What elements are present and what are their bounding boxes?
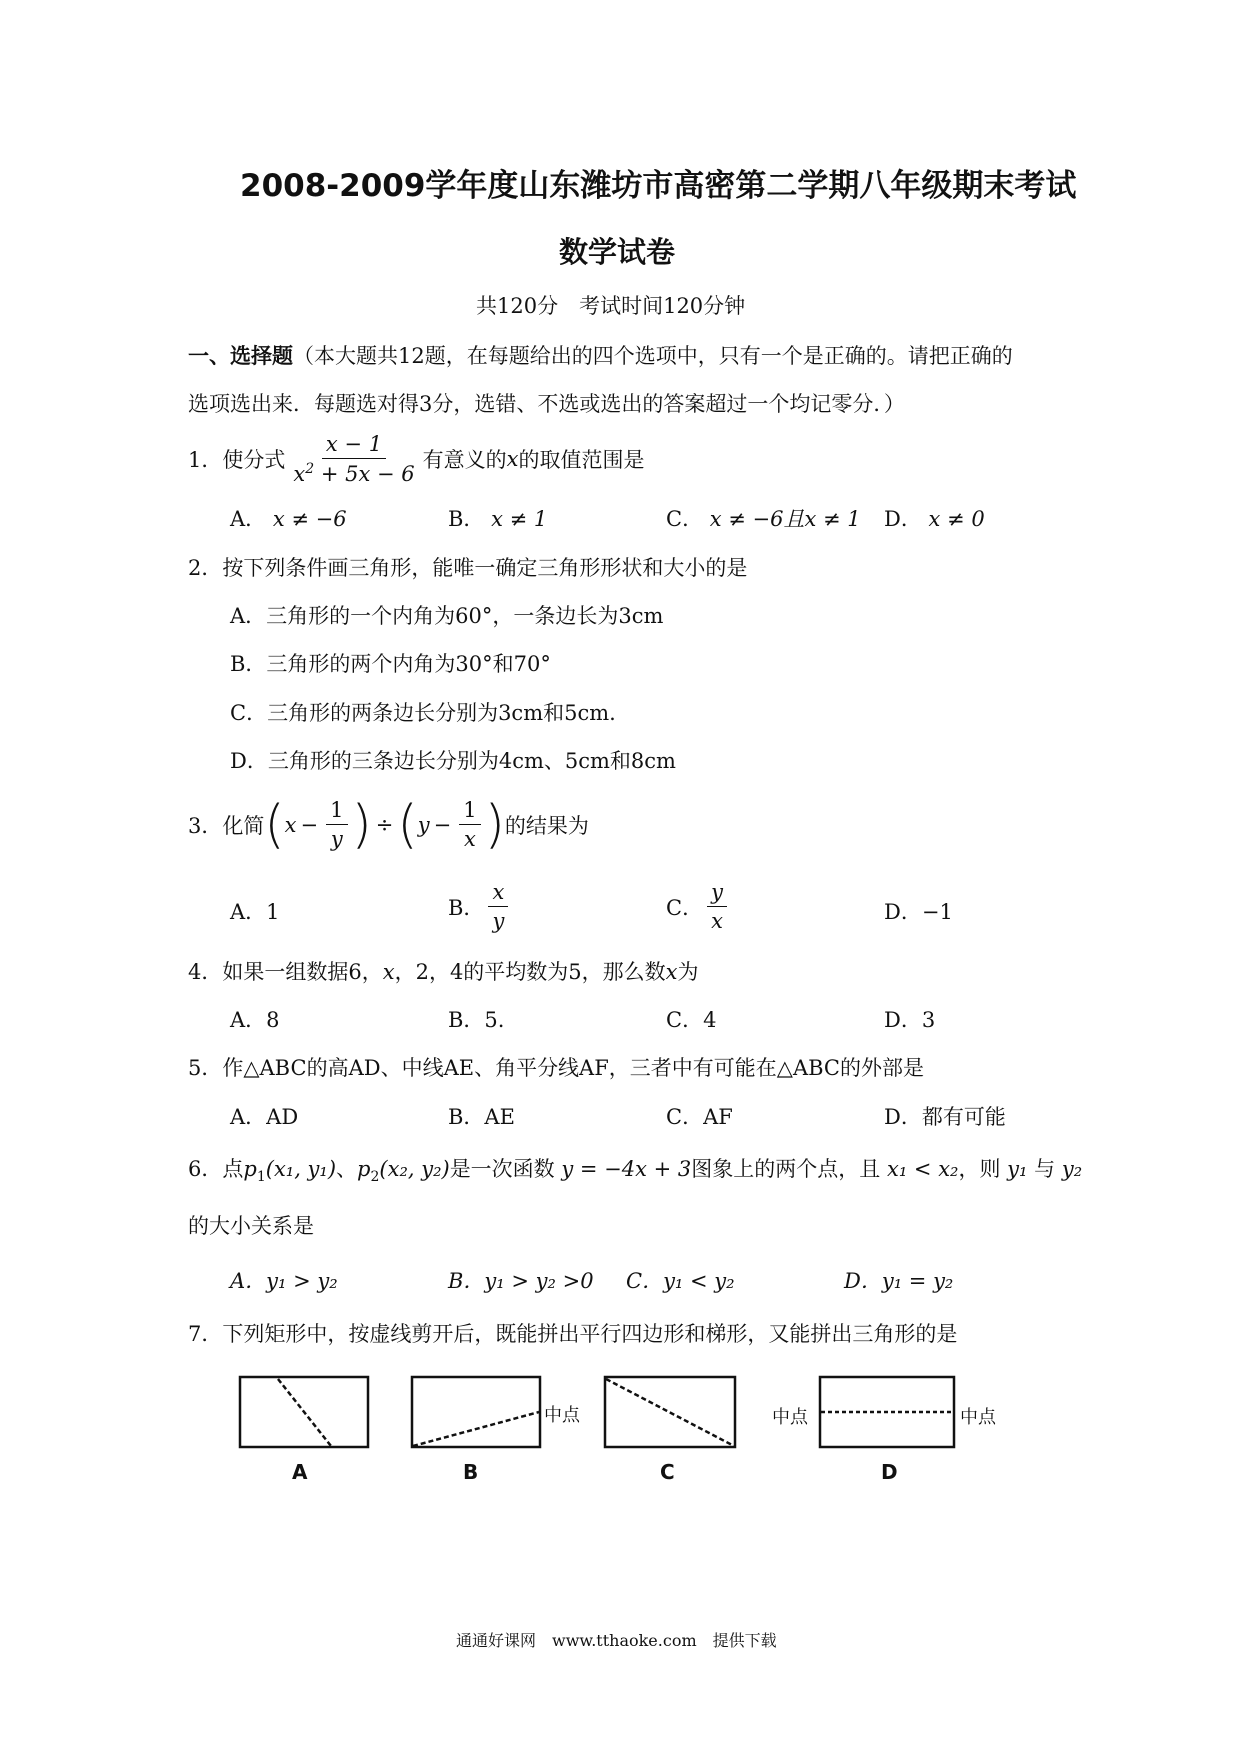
q6-stem-c: 图象上的两个点，且 (691, 1157, 881, 1181)
q7-fig-a-label: A (292, 1460, 308, 1484)
q7-d-midpoint-label-left: 中点 (772, 1407, 808, 1428)
exam-info: 共120分 考试时间120分钟 (476, 294, 746, 318)
section-intro-text: （本大题共12题，在每题给出的四个选项中，只有一个是正确的。请把正确的 (293, 344, 1013, 368)
q7-b-midpoint-label: 中点 (544, 1405, 580, 1426)
q5-choice-c[interactable]: C．AF (666, 1105, 733, 1129)
q1-numerator: x − 1 (322, 432, 386, 459)
q4-choice-d[interactable]: D．3 (884, 1008, 936, 1032)
q1-choice-a-text: x ≠ −6 (272, 507, 347, 531)
q1-prefix: 1．使分式 (188, 448, 286, 473)
q3-suffix: 的结果为 (504, 813, 589, 838)
q1-den-x: x (293, 462, 306, 487)
q1-den-exp: 2 (305, 461, 315, 478)
q3-frac1-num: 1 (326, 798, 347, 825)
q6-stem-e: 与 (1034, 1157, 1056, 1181)
q2-option-c[interactable]: C．三角形的两条边长分别为3cm和5cm. (230, 701, 616, 725)
q6-sep: 、 (336, 1157, 358, 1181)
q3-left-paren-1: ( (264, 794, 285, 855)
q3-b-num: x (488, 880, 508, 907)
exam-title: 2008-2009学年度山东潍坊市高密第二学期八年级期末考试 (240, 168, 1077, 204)
q6-p2-expr: (x₂, y₂) (379, 1157, 450, 1181)
q4-stem-b: ，2，4的平均数为5，那么数 (394, 960, 666, 984)
q5-choice-a[interactable]: A．AD (230, 1105, 299, 1129)
q7-fig-c-cut (606, 1379, 734, 1446)
q3-var-y: y (417, 812, 430, 837)
q3-right-paren-2: ) (484, 794, 505, 855)
q7-fig-a-cut (278, 1379, 331, 1446)
q1-var: x (506, 447, 519, 472)
q3-c-num: y (707, 880, 727, 907)
q3-var-x: x (284, 812, 297, 837)
q6-stem-d: ，则 (958, 1157, 1001, 1181)
q4-var-2: x (665, 960, 678, 984)
q1-choice-d-label: D． (884, 507, 922, 531)
section-intro-line2: 选项选出来．每题选对得3分，选错、不选或选出的答案超过一个均记零分．） (188, 392, 905, 416)
q4-choice-c[interactable]: C．4 (666, 1008, 717, 1032)
q6-stem-a: 6．点 (188, 1157, 244, 1181)
q1-den-rest: + 5x − 6 (314, 462, 415, 487)
q6-p2: p (357, 1157, 371, 1181)
q3-choice-d-label: D． (884, 900, 922, 924)
q3-prefix: 3．化简 (188, 813, 265, 838)
q2-option-a[interactable]: A．三角形的一个内角为60°，一条边长为3cm (230, 604, 664, 628)
q1-choice-b-label: B． (448, 507, 485, 531)
q2-option-d[interactable]: D．三角形的三条边长分别为4cm、5cm和8cm (230, 749, 676, 773)
q1-choice-a-label: A． (230, 507, 267, 531)
q6-choice-c[interactable]: C．y₁ < y₂ (626, 1269, 735, 1293)
q4-choice-b[interactable]: B．5. (448, 1008, 505, 1032)
q1-choice-d-text: x ≠ 0 (928, 507, 985, 531)
q1-suffix-a: 有意义的 (422, 448, 507, 473)
q3-frac2-num: 1 (459, 798, 480, 825)
q3-right-paren-1: ) (351, 794, 372, 855)
q6-stem-b: 是一次函数 (449, 1157, 555, 1181)
q5-choice-b[interactable]: B．AE (448, 1105, 515, 1129)
q7-fig-c-label: C (660, 1460, 675, 1484)
q3-left-paren-2: ( (397, 794, 418, 855)
q5-choice-d[interactable]: D．都有可能 (884, 1105, 1006, 1129)
q3-choice-b-label: B． (448, 895, 485, 920)
q3-b-den: y (492, 909, 505, 934)
q3-minus-1: − (300, 812, 319, 837)
exam-subtitle: 数学试卷 (559, 235, 676, 269)
q6-choice-a[interactable]: A．y₁ > y₂ (230, 1269, 338, 1293)
q1-choice-b-text: x ≠ 1 (491, 507, 548, 531)
q6-p1-expr: (x₁, y₁) (265, 1157, 337, 1181)
q3-frac1-den: y (330, 827, 343, 852)
q1-choice-c-label: C． (666, 507, 704, 531)
question-7-stem: 7．下列矩形中，按虚线剪开后，既能拼出平行四边形和梯形，又能拼出三角形的是 (188, 1322, 958, 1346)
q4-stem-a: 4．如果一组数据6， (188, 960, 383, 984)
q7-fig-d-label: D (881, 1460, 898, 1484)
q6-y2: y₂ (1061, 1157, 1083, 1181)
question-6-stem: 6．点$p_1(x_1$, y₁)、$p_2(x_2$, y₂)是一次函数 y = −4x + 3图象上的两个点，且 x₁ < x₂，则 y₁ 与 y₂ (188, 1157, 1083, 1186)
q1-suffix-b: 的取值范围是 (518, 448, 645, 473)
section-heading: 一、选择题 (188, 344, 293, 368)
q6-p1: p (243, 1157, 257, 1181)
q3-div: ÷ (375, 812, 394, 837)
q3-choice-a-text: 1 (266, 900, 280, 924)
q3-c-den: x (711, 909, 723, 934)
q6-cond: x₁ < x₂ (886, 1157, 959, 1181)
q4-stem-c: 为 (677, 960, 699, 984)
q3-choice-a-label: A． (230, 900, 267, 924)
q3-minus-2: − (433, 812, 452, 837)
q6-choice-b[interactable]: B．y₁ > y₂ >0 (448, 1269, 594, 1293)
q3-frac2-den: x (463, 827, 476, 852)
q2-option-b[interactable]: B．三角形的两个内角为30°和70° (230, 652, 551, 676)
q7-fig-b-rect[interactable] (412, 1377, 540, 1447)
footer-text: 通通好课网 www.tthaoke.com 提供下载 (456, 1631, 777, 1650)
q6-choice-d[interactable]: D．y₁ = y₂ (844, 1269, 954, 1293)
q4-choice-a[interactable]: A．8 (230, 1008, 280, 1032)
q6-y1: y₁ (1007, 1157, 1028, 1181)
q4-var-1: x (382, 960, 395, 984)
q3-choice-d-text: −1 (921, 900, 953, 924)
question-5-stem: 5．作△ABC的高AD、中线AE、角平分线AF，三者中有可能在△ABC的外部是 (188, 1056, 925, 1080)
q1-choice-c-text: x ≠ −6且x ≠ 1 (709, 507, 861, 531)
q3-choice-c-label: C． (666, 895, 704, 920)
q7-fig-b-cut (413, 1412, 539, 1446)
q6-stem-line2: 的大小关系是 (188, 1214, 314, 1238)
q6-func: y = −4x + 3 (561, 1157, 692, 1181)
q7-fig-b-label: B (463, 1460, 479, 1484)
question-2-stem: 2．按下列条件画三角形，能唯一确定三角形形状和大小的是 (188, 556, 748, 580)
q7-d-midpoint-label-right: 中点 (960, 1407, 996, 1428)
